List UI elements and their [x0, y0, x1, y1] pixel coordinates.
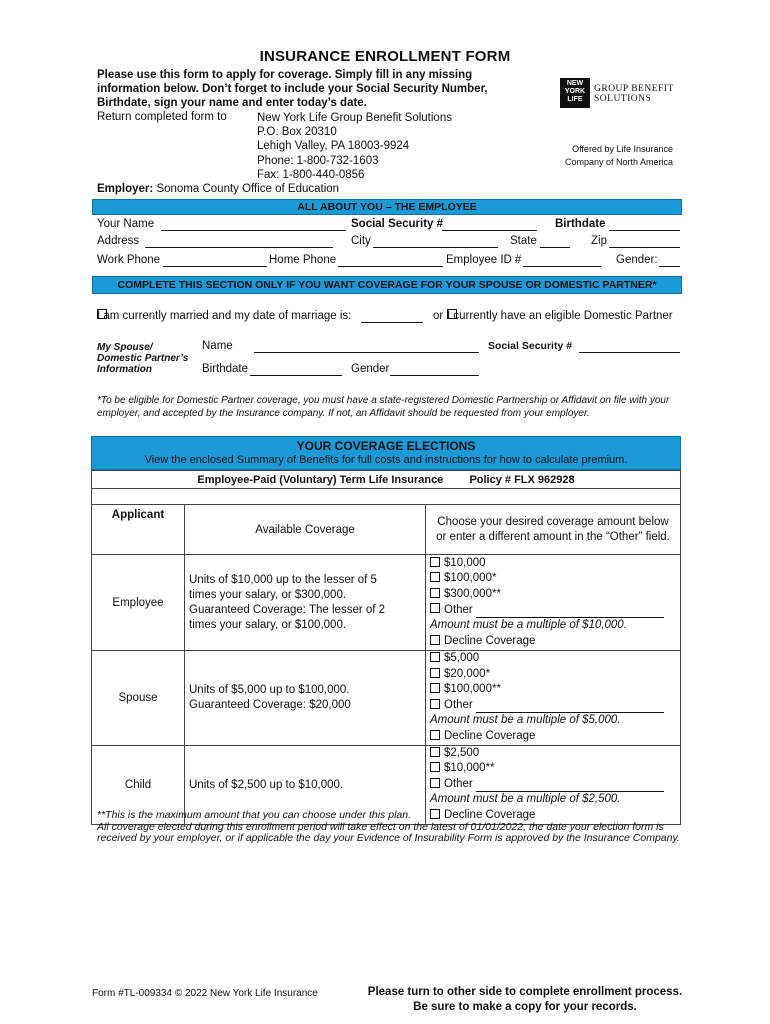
spouse-gender-label: Gender — [351, 363, 390, 375]
intro-line-3: Birthdate, sign your name and enter today’s date. — [97, 97, 367, 110]
state-label: State — [510, 235, 537, 247]
return-label: Return completed form to — [97, 111, 227, 123]
marital-status-row — [97, 310, 680, 326]
spouse-ssn-label: Social Security # — [488, 340, 573, 352]
policy-number: Policy # FLX 962928 — [469, 473, 575, 486]
multiple-note: Amount must be a multiple of $10,000. — [430, 619, 627, 632]
or-label: or — [433, 310, 444, 322]
your-name-field[interactable] — [161, 218, 346, 231]
coverage-title: YOUR COVERAGE ELECTIONS — [296, 439, 476, 453]
work-phone-field[interactable] — [163, 254, 267, 267]
decline-checkbox[interactable] — [430, 730, 440, 740]
option-checkbox[interactable] — [430, 778, 440, 788]
coverage-subtitle: View the enclosed Summary of Benefits for full costs and instructions for how to calculate premium. — [144, 454, 628, 466]
options-employee: $10,000 $100,000* $300,000** Other Amount must be a multiple of $10,000. Decline Coverage — [426, 555, 681, 651]
options-spouse: $5,000 $20,000* $100,000** Other Amount must be a multiple of $5,000. Decline Coverage — [426, 651, 681, 746]
spouse-ssn-field[interactable] — [579, 340, 680, 353]
birthdate-label: Birthdate — [555, 218, 606, 230]
coverage-table — [91, 470, 681, 825]
option-checkbox[interactable] — [430, 603, 440, 613]
other-amount-field[interactable] — [476, 702, 664, 713]
option-checkbox[interactable] — [430, 572, 440, 582]
home-phone-label: Home Phone — [269, 254, 337, 266]
option-checkbox[interactable] — [430, 588, 440, 598]
plan-row — [92, 471, 681, 489]
address-line: Phone: 1-800-732-1603 — [257, 154, 379, 167]
applicant-employee: Employee — [92, 555, 185, 651]
available-child: Units of $2,500 up to $10,000. — [185, 745, 426, 824]
footnotes — [97, 810, 687, 845]
applicant-child: Child — [92, 745, 185, 824]
work-phone-label: Work Phone — [97, 254, 161, 266]
plan-name: Employee-Paid (Voluntary) Term Life Insurance — [197, 473, 444, 486]
address-line: New York Life Group Benefit Solutions — [257, 112, 452, 124]
gender-field[interactable] — [659, 254, 680, 267]
decline-checkbox[interactable] — [430, 635, 440, 645]
spouse-name-label: Name — [202, 340, 233, 352]
logo-mark: NEW YORK LIFE — [560, 78, 590, 108]
spouse-birthdate-field[interactable] — [250, 363, 342, 376]
employee-row-3 — [97, 254, 680, 270]
col-applicant: Applicant — [92, 505, 185, 555]
spouse-section-header: COMPLETE THIS SECTION ONLY IF YOU WANT COVERAGE FOR YOUR SPOUSE OR DOMESTIC PARTNER* — [92, 276, 682, 294]
employee-id-field[interactable] — [523, 254, 601, 267]
footnote-max: **This is the maximum amount that you can choose under this plan. — [97, 809, 411, 821]
multiple-note: Amount must be a multiple of $5,000. — [430, 714, 621, 727]
employee-row-1 — [97, 218, 680, 234]
employer-value: Sonoma County Office of Education — [156, 183, 340, 195]
spouse-info-label: My Spouse/ Domestic Partner’s Information — [97, 342, 189, 375]
option-checkbox[interactable] — [430, 747, 440, 757]
intro-line-1: Please use this form to apply for coverage. Simply fill in any missing — [97, 69, 473, 81]
column-header-row — [92, 505, 681, 555]
spouse-row-1 — [97, 340, 680, 356]
spacer-row — [92, 489, 681, 505]
spouse-gender-field[interactable] — [390, 363, 479, 376]
employer-line — [97, 183, 339, 195]
employee-row-2 — [97, 235, 680, 251]
applicant-spouse: Spouse — [92, 651, 185, 746]
option-checkbox[interactable] — [430, 557, 440, 567]
return-address — [257, 111, 452, 182]
city-field[interactable] — [373, 235, 498, 248]
zip-label: Zip — [591, 235, 607, 247]
other-amount-field[interactable] — [476, 607, 664, 618]
col-available: Available Coverage — [185, 505, 426, 555]
option-checkbox[interactable] — [430, 683, 440, 693]
spouse-name-field[interactable] — [254, 340, 479, 353]
birthdate-field[interactable] — [609, 218, 680, 231]
coverage-row-spouse — [92, 651, 681, 746]
page-title: INSURANCE ENROLLMENT FORM — [259, 48, 511, 65]
employer-label: Employer: — [97, 183, 154, 195]
option-checkbox[interactable] — [430, 652, 440, 662]
ssn-field[interactable] — [442, 218, 537, 231]
option-checkbox[interactable] — [430, 668, 440, 678]
available-employee: Units of $10,000 up to the lesser of 5 times your salary, or $300,000. Guaranteed Coverage: The lesser of 2 times your salary, or $100,000. — [185, 555, 426, 651]
company-logo — [560, 78, 674, 108]
domestic-partner-label: I currently have an eligible Domestic Partner — [447, 310, 673, 322]
option-checkbox[interactable] — [430, 699, 440, 709]
ssn-label: Social Security # — [351, 218, 444, 230]
married-label: I am currently married and my date of marriage is: — [97, 310, 352, 322]
option-checkbox[interactable] — [430, 762, 440, 772]
domestic-partner-note: *To be eligible for Domestic Partner coverage, you must have a state-registered Domestic Partnership or Affidavit on file with your employer, and accepted by the Insurance company. If not, an Affidavit should be requested from your employer. — [97, 395, 670, 419]
options-child: $2,500 $10,000** Other Amount must be a multiple of $2,500. Decline Coverage — [426, 745, 681, 824]
city-label: City — [351, 235, 371, 247]
spouse-birthdate-label: Birthdate — [202, 363, 249, 375]
your-name-label: Your Name — [97, 218, 155, 230]
employee-section-header: ALL ABOUT YOU – THE EMPLOYEE — [92, 199, 682, 215]
available-spouse: Units of $5,000 up to $100,000. Guaranteed Coverage: $20,000 — [185, 651, 426, 746]
col-choose: Choose your desired coverage amount below or enter a different amount in the “Other” field. — [426, 505, 681, 555]
intro-line-2: information below. Don’t forget to include your Social Security Number, — [97, 83, 488, 96]
address-field[interactable] — [145, 235, 333, 248]
gender-label: Gender: — [616, 254, 658, 266]
logo-wordmark: GROUP BENEFIT SOLUTIONS — [594, 84, 674, 104]
address-label: Address — [97, 235, 140, 247]
zip-field[interactable] — [609, 235, 680, 248]
coverage-elections-header — [91, 436, 681, 470]
address-line: Fax: 1-800-440-0856 — [257, 168, 365, 181]
turn-page-notice: Please turn to other side to complete enrollment process. Be sure to make a copy for your records. — [367, 986, 683, 1013]
employee-id-label: Employee ID # — [446, 254, 522, 266]
address-line: Lehigh Valley, PA 18003-9924 — [257, 140, 410, 153]
coverage-row-employee — [92, 555, 681, 651]
offered-by: Offered by Life Insurance Company of North America — [564, 144, 673, 167]
state-field[interactable] — [540, 235, 570, 248]
form-number: Form #TL-009334 © 2022 New York Life Insurance — [92, 988, 318, 999]
home-phone-field[interactable] — [338, 254, 443, 267]
spouse-row-2 — [97, 363, 680, 379]
intro-instructions — [97, 68, 517, 111]
other-amount-field[interactable] — [476, 781, 664, 792]
address-line: P.O. Box 20310 — [257, 126, 337, 139]
multiple-note: Amount must be a multiple of $2,500. — [430, 793, 621, 806]
marriage-date-field[interactable] — [361, 310, 423, 323]
footnote-effective: All coverage elected during this enrollment period will take effect on the latest of 01/01/2022, the date your election form is received by your employer, or if applicable the day your Evidence of Insurability Form is approved by the Insurance Company. — [97, 820, 680, 844]
